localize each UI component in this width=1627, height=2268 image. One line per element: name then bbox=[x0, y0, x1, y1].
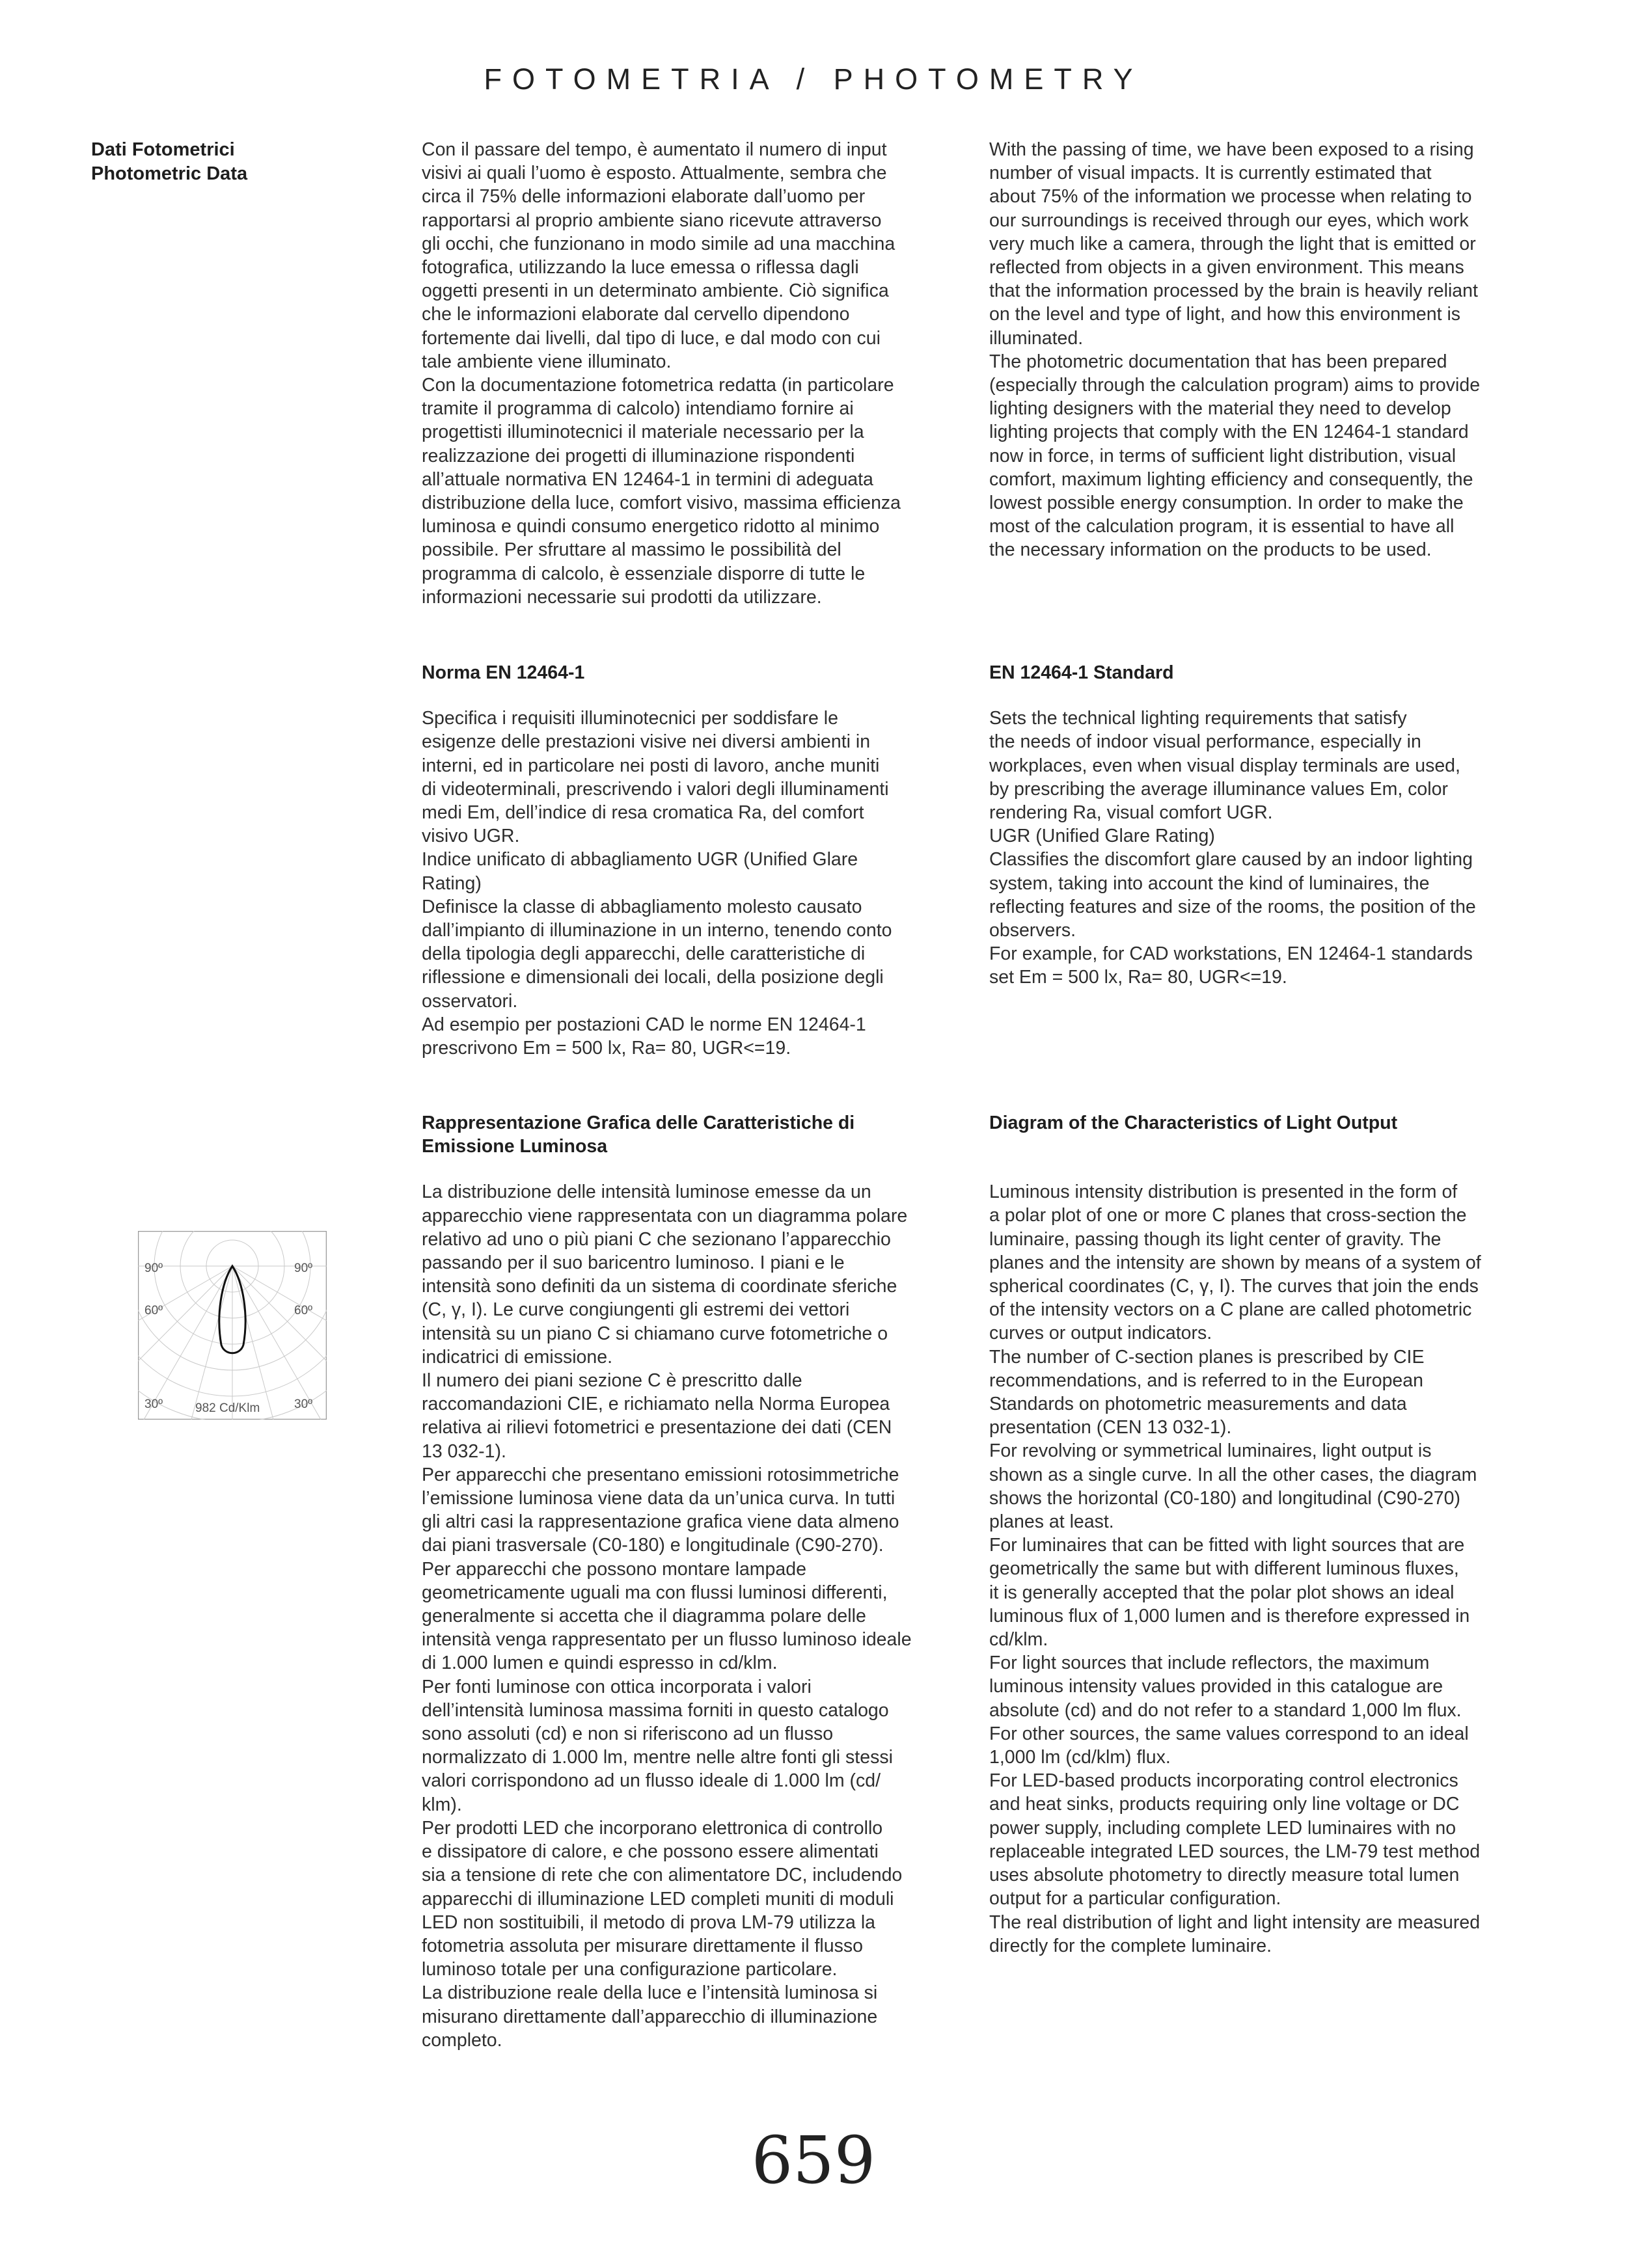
angle-label-30-left: 30º bbox=[144, 1397, 163, 1411]
intro-english bbox=[989, 138, 1510, 562]
angle-label-90-right: 90º bbox=[294, 1262, 313, 1275]
page-title: FOTOMETRIA / PHOTOMETRY bbox=[484, 62, 1143, 96]
grid-ray bbox=[232, 1266, 273, 1420]
diagram-heading-english: Diagram of the Characteristics of Light Output bbox=[989, 1113, 1398, 1133]
page-number: 659 bbox=[751, 2122, 876, 2198]
intro-italian-text: Con il passare del tempo, è aumentato il numero di input visivi ai quali l’uomo è esposto. Attualmente, sembra che circa il 75% delle informazioni elaborate dall’uomo per rapportarsi al proprio ambiente siano ricevute attraverso gli occhi, che funzionano in modo simile ad una macchina fotografica, utilizzando la luce emessa o riflessa dagli oggetti presenti in un determinato ambiente. Ciò significa che le informazioni elaborate dal cervello dipendono fortemente dai livelli, dal tipo di luce, e dal modo con cui tale ambiente viene illuminato. Con la documentazione fotometrica redatta (in particolare tramite il programma di calcolo) intendiamo fornire ai progettisti illuminotecnici il materiale necessario per la realizzazione dei progetti di illuminazione rispondenti all’attuale normativa EN 12464-1 in termini di adeguata distribuzione della luce, comfort visivo, massima efficienza luminosa e quindi consumo energetico ridotto al minimo possibile. Per sfruttare al massimo le possibilità del programma di calcolo, è essenziale disporre di tutte le informazioni necessarie sui prodotti da utilizzare. bbox=[422, 139, 901, 608]
norm-section-italian bbox=[422, 661, 942, 1060]
angle-label-60-right: 60º bbox=[294, 1304, 313, 1317]
grid-ray bbox=[232, 1266, 327, 1361]
intro-english-text: With the passing of time, we have been exposed to a rising number of visual impacts. It is currently estimated that about 75% of the information we processe when relating to our surroundings is received through our eyes, which work very much like a camera, through the light that is emitted or reflected from objects in a given environment. This means that the information processed by the brain is heavily reliant on the level and type of light, and how this environment is illuminated. The photometric documentation that has been prepared (especially through the calculation program) aims to provide lighting designers with the material they need to develop lighting projects that comply with the EN 12464-1 standard now in force, in terms of sufficient light distribution, visual comfort, maximum lighting efficiency and consequently, the lowest possible energy consumption. In order to make the most of the calculation program, it is essential to have all the necessary information on the products to be used. bbox=[989, 139, 1481, 561]
polar-diagram-svg bbox=[138, 1231, 327, 1420]
polar-diagram bbox=[138, 1231, 327, 1420]
diagram-text-italian: La distribuzione delle intensità luminose emesse da un apparecchio viene rappresentata con un diagramma polare relativo ad uno o più piani C che sezionano l’apparecchio passando per il suo baricentro luminoso. I piani e le intensità sono definiti da un sistema di coordinate sferiche (C, γ, I). Le curve congiungenti gli estremi dei vettori intensità su un piano C si chiamano curve fotometriche o indicatrici di emissione. Il numero dei piani sezione C è prescritto dalle raccomandazioni CIE, e richiamato nella Norma Europea relativa ai rilievi fotometrici e presentazione dei dati (CEN 13 032-1). Per apparecchi che presentano emissioni rotosimmetriche l’emissione luminosa viene data da un’unica curva. In tutti gli altri casi la rappresentazione grafica viene data almeno dai piani trasversale (C0-180) e longitudinale (C90-270). Per apparecchi che possono montare lampade geometricamente uguali ma con flussi luminosi differenti, generalmente si accetta che il diagramma polare delle intensità venga rappresentato per un flusso luminoso ideale di 1.000 lumen e quindi espresso in cd/klm. Per fonti luminose con ottica incorporata i valori dell’intensità luminosa massima forniti in questo catalogo sono assoluti (cd) e non si riferiscono ad un flusso normalizzato di 1.000 lm, mentre nelle altre fonti gli stessi valori corrispondono ad un flusso ideale di 1.000 lm (cd/ klm). Per prodotti LED che incorporano elettronica di controllo e dissipatore di calore, e che possono essere alimentati sia a tensione di rete che con alimentatore DC, includendo apparecchi di illuminazione LED completi muniti di moduli LED non sostituibili, il metodo di prova LM-79 utilizza la fotometria assoluta per misurare direttamente il flusso luminoso totale per una configurazione particolare. La distribuzione reale della luce e l’intensità luminosa si misurano direttamente dall’apparecchio di illuminazione completo. bbox=[422, 1181, 912, 2051]
diagram-text-english: Luminous intensity distribution is presented in the form of a polar plot of one or more C planes that cross-section the luminaire, passing though its light center of gravity. The planes and the intensity are shown by means of a system of spherical coordinates (C, γ, I). The curves that join the ends of the intensity vectors on a C plane are called photometric curves or output indicators. The number of C-section planes is prescribed by CIE recommendations, and is referred to in the European Standards on photometric measurements and data presentation (CEN 13 032-1). For revolving or symmetrical luminaires, light output is shown as a single curve. In all the other cases, the diagram shows the horizontal (C0-180) and longitudinal (C90-270) planes at least. For luminaires that can be fitted with light sources that are geometrically the same but with different luminous fluxes, it is generally accepted that the polar plot shows an ideal luminous flux of 1,000 lumen and is therefore expressed in cd/klm. For light sources that include reflectors, the maximum luminous intensity values provided in this catalogue are absolute (cd) and do not refer to a standard 1,000 lm flux. For other sources, the same values correspond to an ideal 1,000 lm (cd/klm) flux. For LED-based products incorporating control electronics and heat sinks, products requiring only line voltage or DC power supply, including complete LED luminaires with no replaceable integrated LED sources, the LM-79 test method uses absolute photometry to directly measure total lumen output for a particular configuration. The real distribution of light and light intensity are measured directly for the complete luminaire. bbox=[989, 1181, 1481, 1956]
diagram-section-italian bbox=[422, 1111, 942, 2052]
norm-section-english bbox=[989, 661, 1510, 990]
norm-text-italian: Specifica i requisiti illuminotecnici per soddisfare le esigenze delle prestazioni visive nei diversi ambienti in interni, ed in particolare nei posti di lavoro, anche muniti di videoterminali, prescrivendo i valori degli illuminamenti medi Em, dell’indice di resa cromatica Ra, del comfort visivo UGR. Indice unificato di abbagliamento UGR (Unified Glare Rating) Definisce la classe di abbagliamento molesto causato dall’impianto di illuminazione in un interno, tenendo conto della tipologia degli apparecchi, delle caratteristiche di riflessione e dimensionali dei locali, della posizione degli osservatori. Ad esempio per postazioni CAD le norme EN 12464-1 prescrivono Em = 500 lx, Ra= 80, UGR<=19. bbox=[422, 708, 892, 1059]
norm-text-english: Sets the technical lighting requirements that satisfy the needs of indoor visual performance, especially in workplaces, even when visual display terminals are used, by prescribing the average illuminance values Em, color rendering Ra, visual comfort UGR. UGR (Unified Glare Rating) Classifies the discomfort glare caused by an indoor lighting system, taking into account the kind of luminaires, the reflecting features and size of the rooms, the position of the observers. For example, for CAD workstations, EN 12464-1 standards set Em = 500 lx, Ra= 80, UGR<=19. bbox=[989, 708, 1476, 988]
diagram-section-english bbox=[989, 1111, 1510, 1958]
angle-label-60-left: 60º bbox=[144, 1304, 163, 1317]
norm-heading-italian: Norma EN 12464-1 bbox=[422, 662, 585, 683]
diagram-grid bbox=[138, 1231, 327, 1420]
diagram-heading-italian: Rappresentazione Grafica delle Caratteristiche di Emissione Luminosa bbox=[422, 1113, 855, 1157]
section-label bbox=[91, 138, 247, 186]
norm-heading-english: EN 12464-1 Standard bbox=[989, 662, 1174, 683]
intro-italian bbox=[422, 138, 942, 609]
grid-ray bbox=[232, 1266, 327, 1321]
angle-label-90-left: 90º bbox=[144, 1262, 163, 1275]
intensity-label: 982 Cd/Klm bbox=[195, 1401, 260, 1415]
angle-label-30-right: 30º bbox=[294, 1397, 313, 1411]
grid-ray bbox=[191, 1266, 232, 1420]
section-label-text: Dati Fotometrici Photometric Data bbox=[91, 139, 248, 184]
